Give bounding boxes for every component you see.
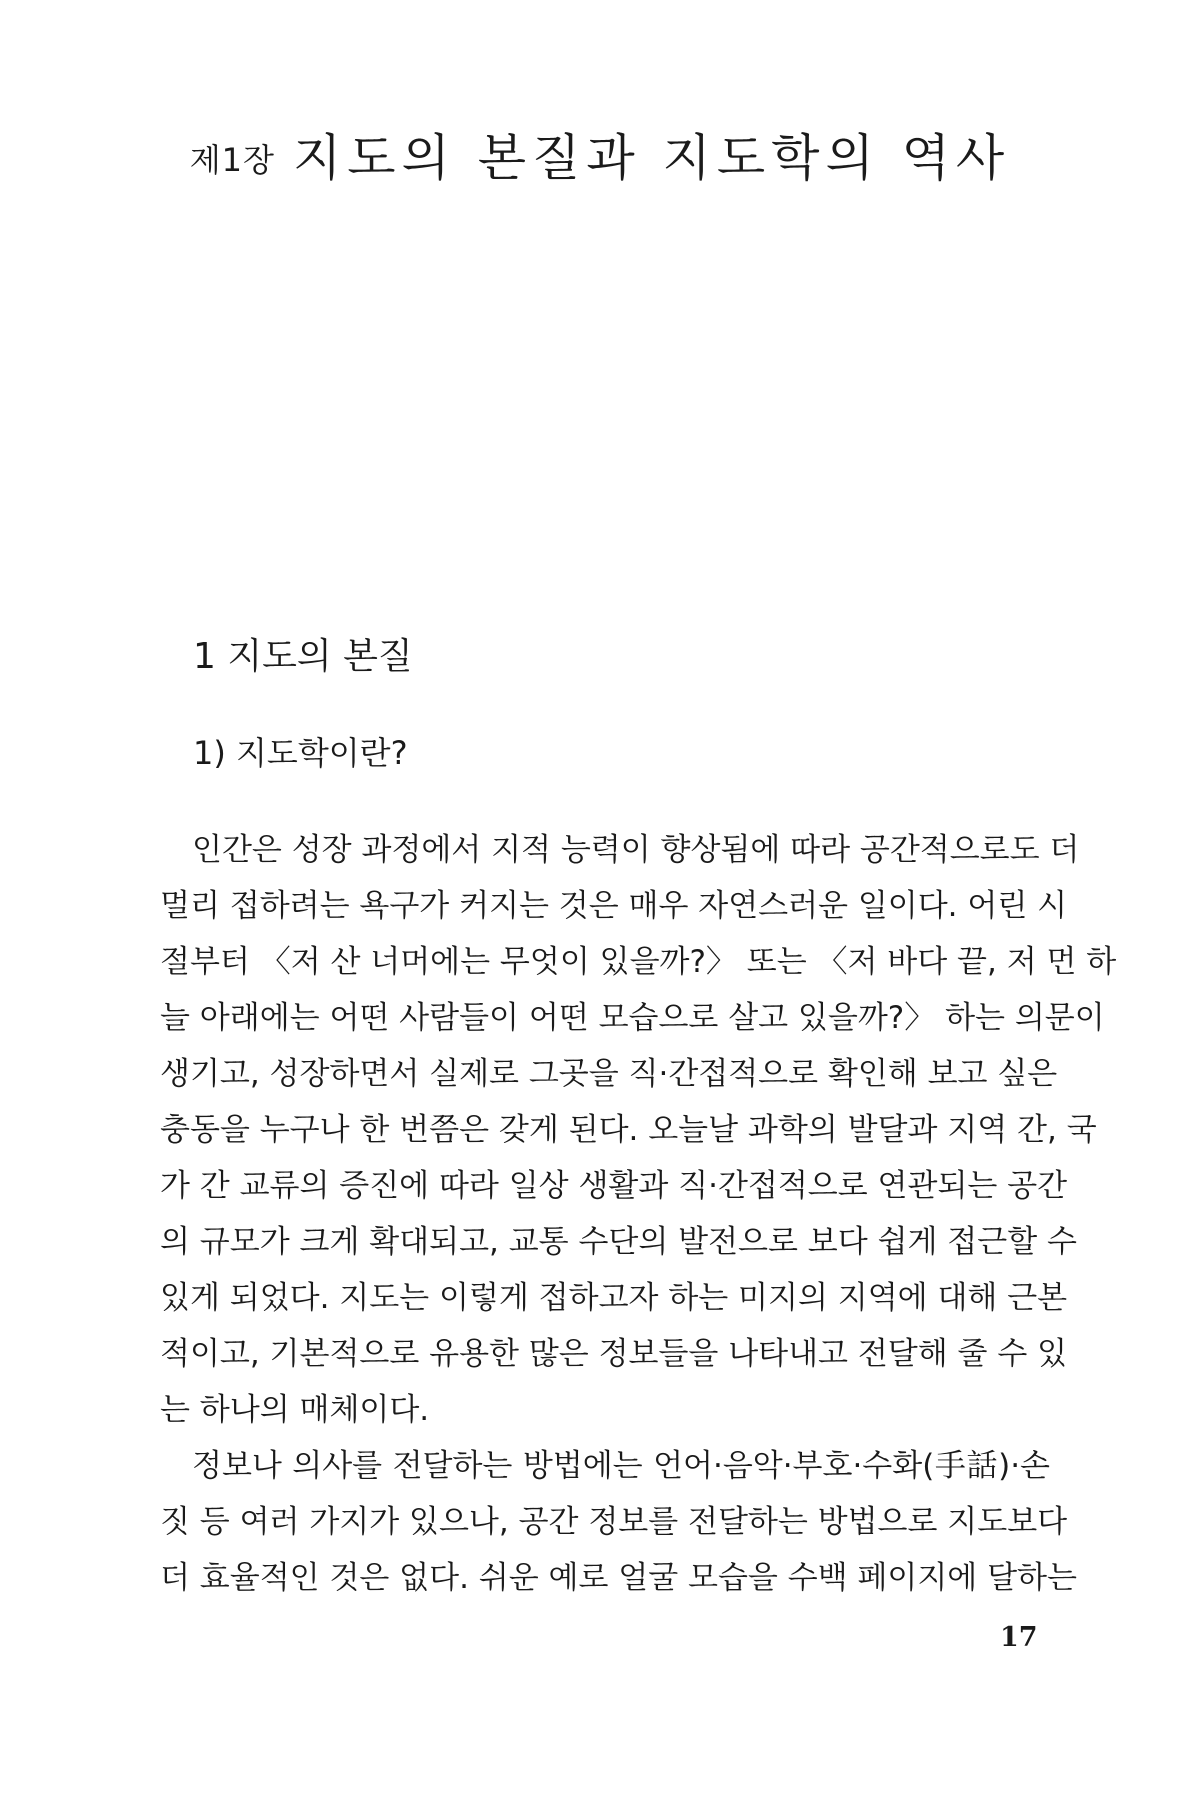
- paragraph-line: 충동을 누구나 한 번쯤은 갖게 된다. 오늘날 과학의 발달과 지역 간, 국: [160, 1112, 1097, 1148]
- body-text: [160, 822, 1117, 1606]
- paragraph-line: 생기고, 성장하면서 실제로 그곳을 직·간접적으로 확인해 보고 싶은: [160, 1056, 1058, 1092]
- chapter-name: 지도의 본질과 지도학의 역사: [292, 129, 1011, 187]
- paragraph-line: 더 효율적인 것은 없다. 쉬운 예로 얼굴 모습을 수백 페이지에 달하는: [160, 1560, 1077, 1596]
- paragraph-line: 적이고, 기본적으로 유용한 많은 정보들을 나타내고 전달해 줄 수 있: [160, 1336, 1068, 1372]
- paragraph-line: 의 규모가 크게 확대되고, 교통 수단의 발전으로 보다 쉽게 접근할 수: [160, 1224, 1077, 1260]
- page-number: 17: [1000, 1622, 1038, 1653]
- section-heading: 1 지도의 본질: [193, 636, 413, 677]
- paragraph-line: 절부터 〈저 산 너머에는 무엇이 있을까?〉 또는 〈저 바다 끝, 저 먼 하: [160, 944, 1117, 980]
- paragraph-line: 있게 되었다. 지도는 이렇게 접하고자 하는 미지의 지역에 대해 근본: [160, 1280, 1068, 1316]
- paragraph-line: 짓 등 여러 가지가 있으나, 공간 정보를 전달하는 방법으로 지도보다: [160, 1504, 1068, 1540]
- chapter-title: [0, 118, 1200, 190]
- paragraph-line: 늘 아래에는 어떤 사람들이 어떤 모습으로 살고 있을까?〉 하는 의문이: [160, 1000, 1105, 1036]
- chapter-label: 제1장: [189, 141, 275, 179]
- subsection-heading: 1) 지도학이란?: [193, 734, 408, 772]
- paragraph-2: [160, 1438, 1077, 1606]
- paragraph-line: 멀리 접하려는 욕구가 커지는 것은 매우 자연스러운 일이다. 어린 시: [160, 888, 1068, 924]
- paragraph-line: 는 하나의 매체이다.: [160, 1392, 430, 1428]
- paragraph-line: 인간은 성장 과정에서 지적 능력이 향상됨에 따라 공간적으로도 더: [192, 832, 1080, 868]
- paragraph-line: 정보나 의사를 전달하는 방법에는 언어·음악·부호·수화(手話)·손: [192, 1448, 1050, 1484]
- paragraph-line: 가 간 교류의 증진에 따라 일상 생활과 직·간접적으로 연관되는 공간: [160, 1168, 1068, 1204]
- paragraph-1: [160, 822, 1117, 1438]
